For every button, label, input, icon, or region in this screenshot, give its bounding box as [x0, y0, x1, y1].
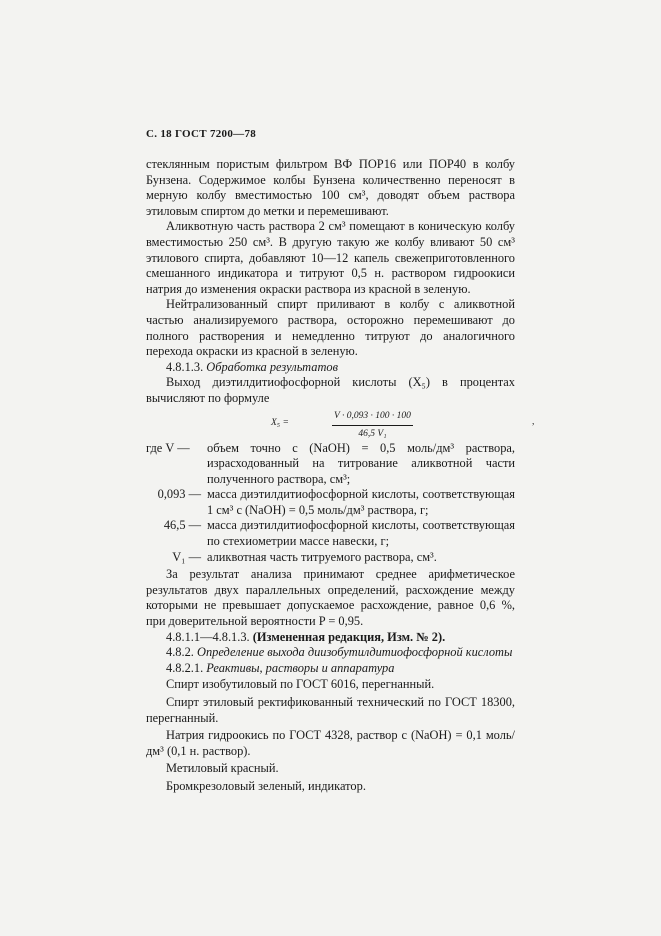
formula: [146, 409, 535, 440]
amendment-range: 4.8.1.1—4.8.1.3.: [166, 629, 250, 644]
paragraph: Аликвотную часть раствора 2 см³ помещают в коническую колбу вместимостью 250 см³. В другую такую же колбу вливают 50 см³ этилового спирта, добавляют 10—12 капель свежеприготовленного смешанного индикатора и титруют 0,5 н. раствором гидроокиси натрия до изменения окраски раствора из красной в зеленую.: [146, 219, 515, 296]
section-heading: [146, 645, 515, 661]
formula-numerator: V · 0,093 · 100 · 100: [332, 409, 413, 427]
paragraph: Нейтрализованный спирт приливают в колбу с аликвотной частью анализируемого раствора, осторожно перемешивают до полного растворения и немедленно титруют до аналогичного перехода окраски из красной в зеленую.: [146, 297, 515, 359]
paragraph: Выход диэтилдитиофосфорной кислоты (X₅) в процентах вычисляют по формуле: [146, 375, 515, 405]
section-number: 4.8.2.1.: [166, 660, 204, 675]
definition-item: [146, 518, 515, 549]
section-number: 4.8.2.: [166, 645, 194, 660]
definitions-list: [146, 441, 515, 566]
paragraph: стеклянным пористым фильтром ВФ ПОР16 или ПОР40 в колбу Бунзена. Содержимое колбы Бунзена количественно переносят в мерную колбу вместимостью 100 см³, доводят объем раствора этиловым спиртом до метки и перемешивают.: [146, 157, 515, 218]
definition-item: [146, 550, 515, 566]
definition-text: аликвотная часть титруемого раствора, см³.: [207, 549, 437, 564]
definition-item: [146, 441, 515, 488]
section-title: Обработка результатов: [206, 359, 338, 374]
definition-text: масса диэтилдитиофосфорной кислоты, соответствующая 1 см³ c (NaOH) = 0,5 моль/дм³ раствора, г;: [207, 487, 515, 517]
definition-symbol: V₁ —: [172, 549, 201, 564]
reagent-item: Спирт изобутиловый по ГОСТ 6016, перегнанный.: [166, 677, 435, 692]
definition-text: масса диэтилдитиофосфорной кислоты, соответствующая по стехиометрии массе навески, г;: [207, 518, 515, 549]
definition-symbol: 0,093 —: [157, 487, 201, 502]
definition-symbol: 46,5 —: [163, 518, 201, 533]
section-heading: [146, 360, 515, 376]
page-header: С. 18 ГОСТ 7200—78: [146, 128, 257, 140]
reagent-item: Спирт этиловый ректификованный технический по ГОСТ 18300, перегнанный.: [146, 695, 515, 725]
formula-tail: ,: [532, 416, 535, 427]
definition-item: [146, 487, 515, 518]
reagent-item: Метиловый красный.: [166, 761, 279, 776]
formula-lhs: X₅ =: [271, 417, 289, 428]
definition-text: объем точно c (NaOH) = 0,5 моль/дм³ раствора, израсходованный на титрование аликвотной части полученного раствора, см³;: [207, 440, 515, 486]
reagent-item: Бромкрезоловый зеленый, индикатор.: [166, 778, 366, 793]
amendment-text: (Измененная редакция, Изм. № 2).: [252, 629, 446, 644]
definition-symbol: где V —: [146, 440, 190, 455]
body-text: [146, 157, 535, 795]
section-title: Реактивы, растворы и аппаратура: [206, 660, 395, 675]
section-heading: [146, 661, 515, 677]
formula-fraction: [332, 409, 413, 443]
amendment-note: [146, 630, 515, 646]
formula-denominator: 46,5 V₁: [358, 429, 387, 440]
reagent-item: Натрия гидроокись по ГОСТ 4328, раствор c (NaOH) = 0,1 моль/дм³ (0,1 н. раствор).: [146, 728, 515, 758]
section-title: Определение выхода диизобутилдитиофосфорной кислоты: [197, 645, 513, 660]
section-number: 4.8.1.3.: [166, 359, 204, 374]
paragraph: За результат анализа принимают среднее арифметическое результатов двух параллельных определений, расхождение между которыми не превышает допускаемое расхождение, равное 0,6 %, при доверительной вероятности P = 0,95.: [146, 567, 515, 629]
